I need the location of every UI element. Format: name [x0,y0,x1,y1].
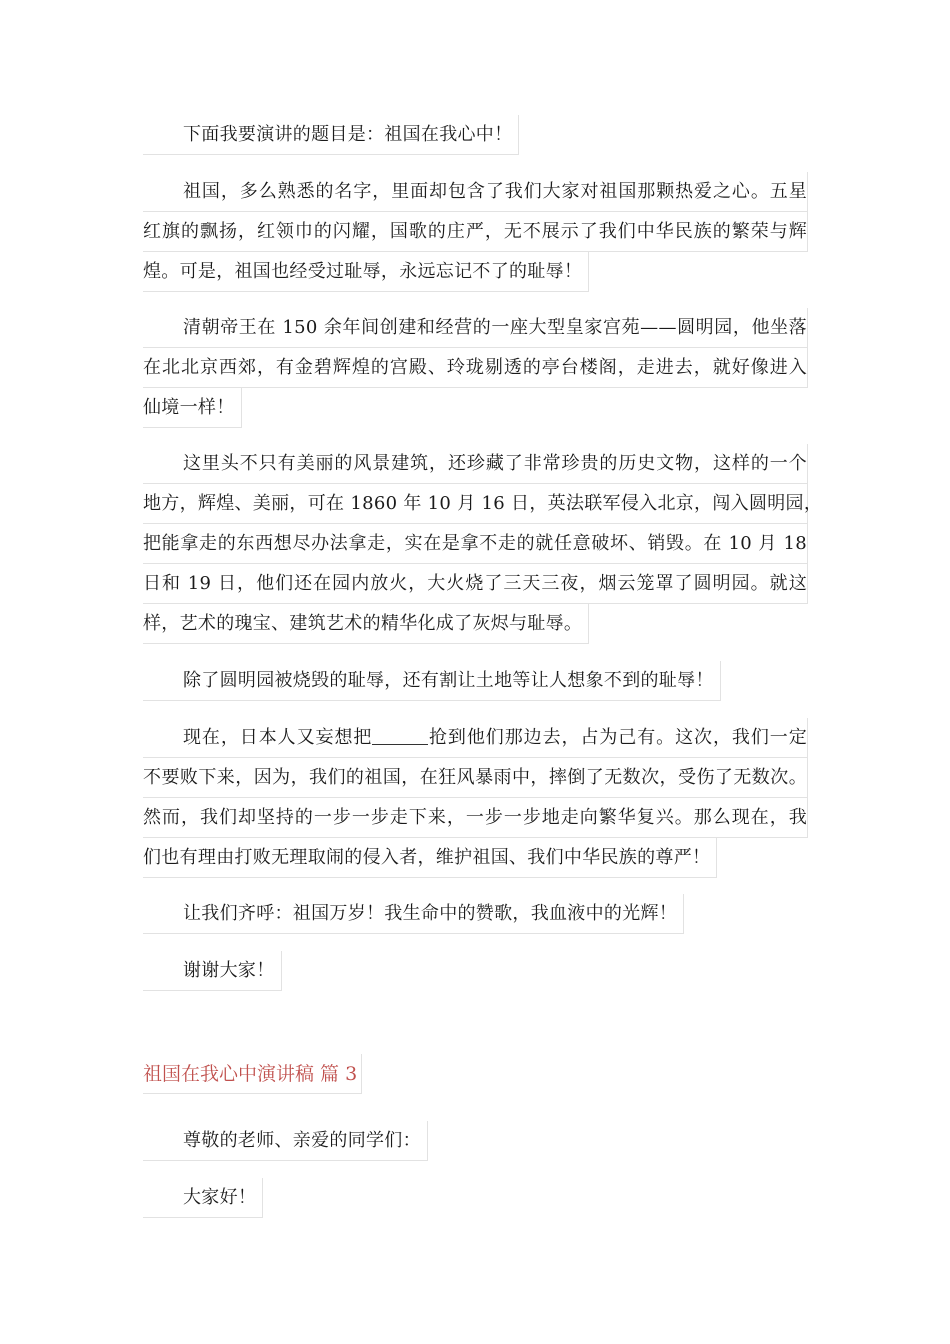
paragraph-cheer [143,894,808,934]
text-line: 尊敬的老师、亲爱的同学们： [143,1121,428,1161]
text-line: 这里头不只有美丽的风景建筑，还珍藏了非常珍贵的历史文物，这样的一个 [143,444,808,484]
paragraph-greeting [143,1121,808,1161]
paragraph-history [143,444,823,644]
text-line: 煌。可是，祖国也经受过耻辱，永远忘记不了的耻辱！ [143,252,589,292]
text-line: 仙境一样！ [143,388,242,428]
text-line: 在北北京西郊，有金碧辉煌的宫殿、玲珑剔透的亭台楼阁，走进去，就好像进入 [143,348,808,388]
text-line: 红旗的飘扬，红领巾的闪耀，国歌的庄严，无不展示了我们中华民族的繁荣与辉 [143,212,808,252]
text-line: 日和 19 日，他们还在园内放火，大火烧了三天三夜，烟云笼罩了圆明园。就这 [143,564,808,604]
text-line: 不要败下来，因为，我们的祖国，在狂风暴雨中，摔倒了无数次，受伤了无数次。 [143,758,808,798]
fill-in-blank [372,726,428,745]
text-fragment: 抢到他们那边去，占为己有。这次，我们一定 [428,727,808,748]
text-line: 下面我要演讲的题目是：祖国在我心中！ [143,115,519,155]
text-line: 大家好！ [143,1178,263,1218]
paragraph-humiliation [143,661,808,701]
text-line: 们也有理由打败无理取闹的侵入者，维护祖国、我们中华民族的尊严！ [143,838,717,878]
text-line [143,718,808,758]
text-line: 把能拿走的东西想尽办法拿走，实在是拿不走的就任意破坏、销毁。在 10 月 18 [143,524,808,564]
text-line: 祖国，多么熟悉的名字，里面却包含了我们大家对祖国那颗热爱之心。五星 [143,172,808,212]
text-line: 然而，我们却坚持的一步一步走下来，一步一步地走向繁华复兴。那么现在，我 [143,798,808,838]
section-heading: 祖国在我心中演讲稿 篇 3 [143,1054,362,1094]
paragraph-yuanmingyuan [143,308,808,428]
text-line: 谢谢大家！ [143,951,282,991]
paragraph-hello [143,1178,808,1218]
text-fragment: 现在，日本人又妄想把 [183,727,373,748]
text-line: 地方，辉煌、美丽，可在 1860 年 10 月 16 日，英法联军侵入北京，闯入圆明园， [143,484,808,524]
paragraph-motherland [143,172,808,292]
paragraph-now [143,718,808,878]
paragraph-thanks [143,951,808,991]
text-line: 让我们齐呼：祖国万岁！我生命中的赞歌，我血液中的光辉！ [143,894,684,934]
paragraph-topic [143,115,808,155]
text-line: 样，艺术的瑰宝、建筑艺术的精华化成了灰烬与耻辱。 [143,604,589,644]
text-line: 清朝帝王在 150 余年间创建和经营的一座大型皇家宫苑——圆明园，他坐落 [143,308,808,348]
text-line: 除了圆明园被烧毁的耻辱，还有割让土地等让人想象不到的耻辱！ [143,661,721,701]
